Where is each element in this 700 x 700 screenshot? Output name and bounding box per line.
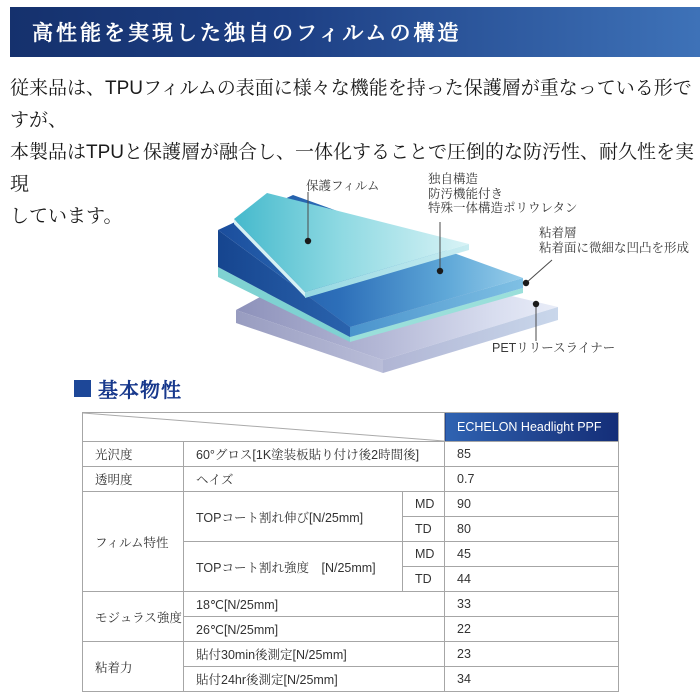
label-adhesive [539,226,689,255]
label-protective-film: 保護フィルム [306,179,380,193]
label-line: 独自構造 [428,172,479,186]
intro-line: 従来品は、TPUフィルムの表面に様々な機能を持った保護層が重なっている形ですが、 [10,78,692,131]
table-header-row [83,413,619,442]
direction-cell: MD [403,492,445,517]
category-cell: フィルム特性 [83,492,184,592]
value-cell: 0.7 [445,467,619,492]
basic-properties-table [82,412,619,692]
table-corner-cell [83,413,445,442]
product-column-header: ECHELON Headlight PPF [445,413,619,442]
intro-line: 本製品はTPUと保護層が融合し、一体化することで圧倒的な防汚性、耐久性を実現 [10,142,695,195]
value-cell: 80 [445,517,619,542]
label-line: 防汚機能付き [428,186,504,201]
category-cell: モジュラス強度 [83,592,184,642]
value-cell: 22 [445,617,619,642]
spec-cell: ヘイズ [184,467,445,492]
header-banner [10,7,700,57]
label-unique-structure [428,172,578,216]
table-row [83,442,619,467]
label-line: 粘着層 [539,226,577,240]
spec-cell: 貼付30min後測定[N/25mm] [184,642,445,667]
direction-cell: TD [403,517,445,542]
section-title [74,374,182,403]
value-cell: 44 [445,567,619,592]
value-cell: 45 [445,542,619,567]
category-cell: 光沢度 [83,442,184,467]
intro-line: しています。 [10,206,123,227]
page-title: 高性能を実現した独自のフィルムの構造 [32,20,462,45]
spec-cell: 26℃[N/25mm] [184,617,445,642]
table-row [83,467,619,492]
category-cell: 粘着力 [83,642,184,692]
spec-cell: 18℃[N/25mm] [184,592,445,617]
spec-cell: TOPコート割れ強度 [N/25mm] [184,542,403,592]
direction-cell: TD [403,567,445,592]
table-row [83,592,619,617]
diagonal-line [83,413,444,441]
value-cell: 33 [445,592,619,617]
value-cell: 34 [445,667,619,692]
value-cell: 85 [445,442,619,467]
label-pet-liner: PETリリースライナー [492,341,616,355]
value-cell: 23 [445,642,619,667]
table-row [83,492,619,517]
spec-cell: 貼付24hr後測定[N/25mm] [184,667,445,692]
category-cell: 透明度 [83,467,184,492]
direction-cell: MD [403,542,445,567]
section-bullet-icon [74,380,91,397]
value-cell: 90 [445,492,619,517]
label-line: 特殊一体構造ポリウレタン [428,201,578,215]
spec-cell: TOPコート割れ伸び[N/25mm] [184,492,403,542]
section-title-text: 基本物性 [98,380,182,402]
label-line: 粘着面に微細な凹凸を形成 [539,240,690,255]
spec-cell: 60°グロス[1K塗装板貼り付け後2時間後] [184,442,445,467]
table-row [83,642,619,667]
